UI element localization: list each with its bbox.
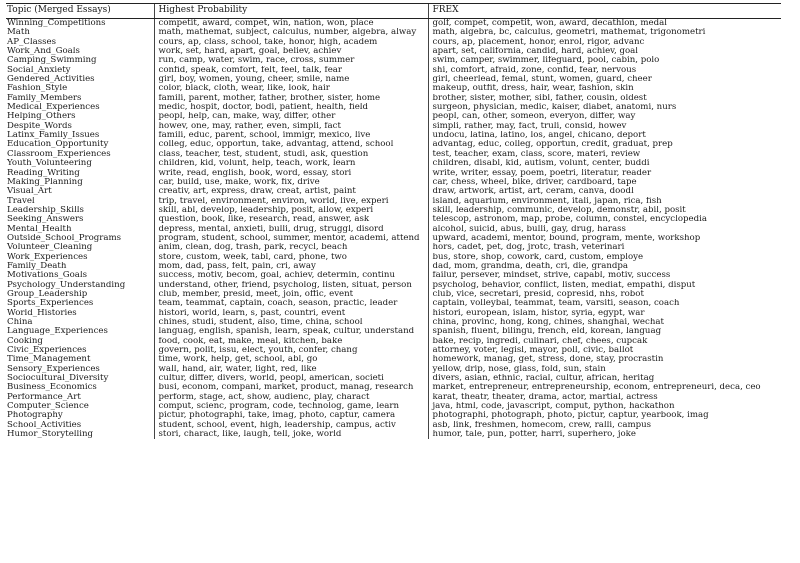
table-row: [6, 75, 781, 84]
highest-probability-cell: club, member, presid, meet, join, offic, event: [154, 290, 428, 299]
frex-cell: telescop, astronom, map, probe, column, constel, encyclopedia: [428, 215, 781, 224]
topic-cell: Language_Experiences: [7, 327, 108, 337]
topic-cell: Camping_Swimming: [7, 56, 97, 66]
topic-cell: Work_Experiences: [7, 252, 88, 262]
highest-probability-cell: trip, travel, environment, environ, world, live, experi: [154, 197, 428, 206]
highest-probability-cell: math, mathemat, subject, calculus, number, algebra, alway: [154, 28, 428, 37]
table-row: [6, 178, 781, 187]
topic-cell: Family_Death: [7, 261, 67, 271]
table-row: [6, 430, 781, 439]
topic-cell: Visual_Art: [7, 187, 52, 197]
highest-probability-cell: depress, mental, anxieti, bulli, drug, struggl, disord: [154, 225, 428, 234]
frex-cell: market, entrepreneur, entrepreneurship, econom, entrepreneuri, deca, ceo: [428, 383, 781, 392]
table-row: [6, 150, 781, 159]
highest-probability-cell: student, school, event, high, leadership, campus, activ: [154, 421, 428, 430]
table-row: [6, 234, 781, 243]
frex-cell: histori, european, islam, histor, syria, egypt, war: [428, 309, 781, 318]
table-row: [6, 355, 781, 364]
frex-cell: humor, tale, pun, potter, harri, superhero, joke: [428, 430, 781, 439]
table-row: [6, 159, 781, 168]
table-row: [6, 327, 781, 336]
topic-cell: Math: [7, 28, 30, 38]
highest-probability-cell: cultur, differ, divers, world, peopl, american, societi: [154, 374, 428, 383]
table-row: [6, 103, 781, 112]
table-row: [6, 318, 781, 327]
table-row: [6, 411, 781, 420]
topic-cell: Making_Planning: [7, 177, 83, 187]
table-row: [6, 262, 781, 271]
frex-cell: cours, ap, placement, honor, enrol, rigor, advanc: [428, 38, 781, 47]
frex-cell: captain, volleybal, teammat, team, varsiti, season, coach: [428, 299, 781, 308]
topic-cell: Gendered_Activities: [7, 75, 95, 85]
highest-probability-cell: cours, ap, class, school, take, honor, high, academ: [154, 38, 428, 47]
topic-cell: Mental_Health: [7, 224, 72, 234]
table-row: [6, 365, 781, 374]
frex-cell: test, teacher, exam, class, score, materi, review: [428, 150, 781, 159]
topic-cell: Group_Leadership: [7, 289, 88, 299]
topic-cell: Leadership_Skills: [7, 205, 84, 215]
table-row: [6, 94, 781, 103]
topic-cell: Social_Anxiety: [7, 65, 71, 75]
highest-probability-cell: howev, one, may, rather, even, simpli, fact: [154, 122, 428, 131]
frex-cell: yellow, drip, nose, glass, fold, sun, stain: [428, 365, 781, 374]
highest-probability-cell: class, teacher, test, student, studi, ask, question: [154, 150, 428, 159]
topic-cell: Fashion_Style: [7, 84, 68, 94]
topic-cell: Classroom_Experiences: [7, 149, 111, 159]
frex-cell: math, algebra, bc, calculus, geometri, mathemat, trigonometri: [428, 28, 781, 37]
highest-probability-cell: histori, world, learn, s, past, countri, event: [154, 309, 428, 318]
highest-probability-cell: famili, educ, parent, school, immigr, mexico, live: [154, 131, 428, 140]
table-row: [6, 197, 781, 206]
topic-cell: Volunteer_Cleaning: [7, 243, 93, 253]
table-row: [6, 290, 781, 299]
topic-cell: Performance_Art: [7, 392, 81, 402]
highest-probability-cell: work, set, hard, apart, goal, believ, achiev: [154, 47, 428, 56]
header-highest-probability: Highest Probability: [154, 4, 428, 19]
highest-probability-cell: food, cook, eat, make, meal, kitchen, bake: [154, 337, 428, 346]
frex-cell: divers, asian, ethnic, racial, cultur, african, heritag: [428, 374, 781, 383]
highest-probability-cell: program, student, school, summer, mentor, academi, attend: [154, 234, 428, 243]
topic-cell: Sensory_Experiences: [7, 364, 100, 374]
frex-cell: makeup, outfit, dress, hair, wear, fashion, skin: [428, 84, 781, 93]
frex-cell: island, aquarium, environment, itali, japan, rica, fish: [428, 197, 781, 206]
frex-cell: shi, comfort, afraid, zone, confid, fear, nervous: [428, 66, 781, 75]
frex-cell: bus, store, shop, cowork, card, custom, employe: [428, 253, 781, 262]
table-row: [6, 47, 781, 56]
highest-probability-cell: govern, polit, issu, elect, youth, confer, chang: [154, 346, 428, 355]
frex-cell: skill, leadership, communic, develop, demonstr, abil, posit: [428, 206, 781, 215]
highest-probability-cell: perform, stage, act, show, audienc, play, charact: [154, 393, 428, 402]
frex-cell: china, provinc, hong, kong, chines, shanghai, wechat: [428, 318, 781, 327]
frex-cell: bake, recip, ingredi, culinari, chef, chees, cupcak: [428, 337, 781, 346]
highest-probability-cell: girl, boy, women, young, cheer, smile, name: [154, 75, 428, 84]
topic-cell: Helping_Others: [7, 112, 76, 122]
table-row: [6, 28, 781, 37]
topic-cell: Motivations_Goals: [7, 271, 88, 281]
table-row: [6, 38, 781, 47]
topic-cell: Time_Management: [7, 355, 91, 365]
highest-probability-cell: busi, econom, compani, market, product, manag, research: [154, 383, 428, 392]
highest-probability-cell: wall, hand, air, water, light, red, like: [154, 365, 428, 374]
frex-cell: write, writer, essay, poem, poetri, literatur, reader: [428, 169, 781, 178]
table-row: [6, 206, 781, 215]
frex-cell: draw, artwork, artist, art, ceram, canva, doodl: [428, 187, 781, 196]
table-row: [6, 56, 781, 65]
topic-cell: School_Activities: [7, 420, 82, 430]
frex-cell: girl, cheerlead, femal, stunt, women, guard, cheer: [428, 75, 781, 84]
table-row: [6, 337, 781, 346]
table-row: [6, 309, 781, 318]
highest-probability-cell: pictur, photographi, take, imag, photo, captur, camera: [154, 411, 428, 420]
topic-cell: Work_And_Goals: [7, 47, 80, 57]
table-row: [6, 299, 781, 308]
frex-cell: dad, mom, grandma, death, cri, die, grandpa: [428, 262, 781, 271]
header-topic: Topic (Merged Essays): [6, 4, 154, 19]
topic-cell: Youth_Volunteering: [7, 159, 92, 169]
topic-cell: AP_Classes: [7, 37, 57, 47]
frex-cell: alcohol, suicid, abus, bulli, gay, drug, harass: [428, 225, 781, 234]
topic-cell: Despite_Words: [7, 121, 72, 131]
table-header-row: [6, 4, 781, 19]
frex-cell: spanish, fluent, bilingu, french, eld, korean, languag: [428, 327, 781, 336]
topic-cell: Computer_Science: [7, 402, 89, 412]
table-row: [6, 281, 781, 290]
frex-cell: simpli, rather, may, fact, truli, consid, howev: [428, 122, 781, 131]
highest-probability-cell: stori, charact, like, laugh, tell, joke, world: [154, 430, 428, 439]
frex-cell: hors, cadet, pet, dog, jrotc, trash, veterinari: [428, 243, 781, 252]
topic-cell: Sociocultural_Diversity: [7, 374, 109, 384]
highest-probability-cell: creativ, art, express, draw, creat, artist, paint: [154, 187, 428, 196]
frex-cell: java, html, code, javascript, comput, python, hackathon: [428, 402, 781, 411]
highest-probability-cell: medic, hospit, doctor, bodi, patient, health, field: [154, 103, 428, 112]
frex-cell: swim, camper, swimmer, lifeguard, pool, cabin, polo: [428, 56, 781, 65]
table-row: [6, 169, 781, 178]
table-row: [6, 215, 781, 224]
highest-probability-cell: comput, scienc, program, code, technolog, game, learn: [154, 402, 428, 411]
highest-probability-cell: languag, english, spanish, learn, speak, cultur, understand: [154, 327, 428, 336]
frex-cell: photographi, photograph, photo, pictur, captur, yearbook, imag: [428, 411, 781, 420]
topic-cell: Photography: [7, 411, 63, 421]
topic-cell: Medical_Experiences: [7, 103, 100, 113]
frex-cell: car, chess, wheel, bike, driver, cardboard, tape: [428, 178, 781, 187]
frex-cell: asb, link, freshmen, homecom, crew, ralli, campus: [428, 421, 781, 430]
table-row: [6, 122, 781, 131]
table-body: [6, 19, 781, 440]
topic-cell: China: [7, 318, 33, 327]
table-row: [6, 383, 781, 392]
frex-cell: undocu, latina, latino, los, angel, chicano, deport: [428, 131, 781, 140]
topic-cell: Humor_Storytelling: [7, 430, 94, 440]
topic-cell: Latinx_Family_Issues: [7, 131, 100, 141]
topic-cell: Education_Opportunity: [7, 140, 109, 150]
table-row: [6, 253, 781, 262]
highest-probability-cell: car, build, use, make, work, fix, drive: [154, 178, 428, 187]
table-row: [6, 187, 781, 196]
topic-cell: Business_Economics: [7, 383, 97, 393]
frex-cell: brother, sister, mother, sibl, father, cousin, oldest: [428, 94, 781, 103]
topic-cell: Outside_School_Programs: [7, 233, 122, 243]
topic-cell: Cooking: [7, 336, 43, 346]
frex-cell: apart, set, california, candid, hard, achiev, goal: [428, 47, 781, 56]
highest-probability-cell: peopl, help, can, make, way, differ, other: [154, 112, 428, 121]
frex-cell: golf, compet, competit, won, award, decathlon, medal: [428, 19, 781, 29]
table-row: [6, 131, 781, 140]
table-row: [6, 84, 781, 93]
highest-probability-cell: write, read, english, book, word, essay, stori: [154, 169, 428, 178]
highest-probability-cell: anim, clean, dog, trash, park, recycl, beach: [154, 243, 428, 252]
frex-cell: upward, academi, mentor, bound, program, mente, workshop: [428, 234, 781, 243]
table-row: [6, 112, 781, 121]
highest-probability-cell: skill, abl, develop, leadership, posit, allow, experi: [154, 206, 428, 215]
topic-cell: Family_Members: [7, 93, 82, 103]
table-row: [6, 243, 781, 252]
frex-cell: karat, theatr, theater, drama, actor, martial, actress: [428, 393, 781, 402]
topic-cell: Psychology_Understanding: [7, 280, 126, 290]
frex-cell: surgeon, physician, medic, kaiser, diabet, anatomi, nurs: [428, 103, 781, 112]
highest-probability-cell: run, camp, water, swim, race, cross, summer: [154, 56, 428, 65]
table-row: [6, 421, 781, 430]
highest-probability-cell: confid, speak, comfort, felt, feel, talk, fear: [154, 66, 428, 75]
highest-probability-cell: team, teammat, captain, coach, season, practic, leader: [154, 299, 428, 308]
highest-probability-cell: time, work, help, get, school, abl, go: [154, 355, 428, 364]
topic-cell: Civic_Experiences: [7, 346, 87, 356]
highest-probability-cell: understand, other, friend, psycholog, listen, situat, person: [154, 281, 428, 290]
table-row: [6, 402, 781, 411]
topic-cell: Seeking_Answers: [7, 215, 84, 225]
table-row: [6, 393, 781, 402]
frex-cell: advantag, educ, colleg, opportun, credit, graduat, prep: [428, 140, 781, 149]
frex-cell: peopl, can, other, someon, everyon, differ, way: [428, 112, 781, 121]
table-row: [6, 19, 781, 29]
topic-cell: Sports_Experiences: [7, 299, 94, 309]
frex-cell: attorney, voter, legisl, mayor, poll, civic, ballot: [428, 346, 781, 355]
frex-cell: psycholog, behavior, conflict, listen, mediat, empathi, disput: [428, 281, 781, 290]
highest-probability-cell: competit, award, compet, win, nation, won, place: [154, 19, 428, 29]
frex-cell: children, disabl, kid, autism, volunt, center, buddi: [428, 159, 781, 168]
header-frex: FREX: [428, 4, 781, 19]
topic-cell: Winning_Competitions: [7, 18, 106, 28]
highest-probability-cell: mom, dad, pass, felt, pain, cri, away: [154, 262, 428, 271]
highest-probability-cell: chines, studi, student, also, time, china, school: [154, 318, 428, 327]
highest-probability-cell: famili, parent, mother, father, brother, sister, home: [154, 94, 428, 103]
highest-probability-cell: colleg, educ, opportun, take, advantag, attend, school: [154, 140, 428, 149]
frex-cell: failur, persever, mindset, strive, capabl, motiv, success: [428, 271, 781, 280]
table-row: [6, 140, 781, 149]
topic-cell: World_Histories: [7, 308, 77, 318]
table-row: [6, 66, 781, 75]
highest-probability-cell: children, kid, volunt, help, teach, work, learn: [154, 159, 428, 168]
highest-probability-cell: color, black, cloth, wear, like, look, hair: [154, 84, 428, 93]
topics-table: [6, 3, 781, 439]
topic-cell: Travel: [7, 196, 35, 206]
topic-cell: Reading_Writing: [7, 168, 80, 178]
table-row: [6, 225, 781, 234]
frex-cell: homework, manag, get, stress, done, stay, procrastin: [428, 355, 781, 364]
highest-probability-cell: success, motiv, becom, goal, achiev, determin, continu: [154, 271, 428, 280]
table-row: [6, 374, 781, 383]
highest-probability-cell: store, custom, week, tabl, card, phone, two: [154, 253, 428, 262]
table-row: [6, 346, 781, 355]
highest-probability-cell: question, book, like, research, read, answer, ask: [154, 215, 428, 224]
frex-cell: club, vice, secretari, presid, copresid, nhs, robot: [428, 290, 781, 299]
table-row: [6, 271, 781, 280]
